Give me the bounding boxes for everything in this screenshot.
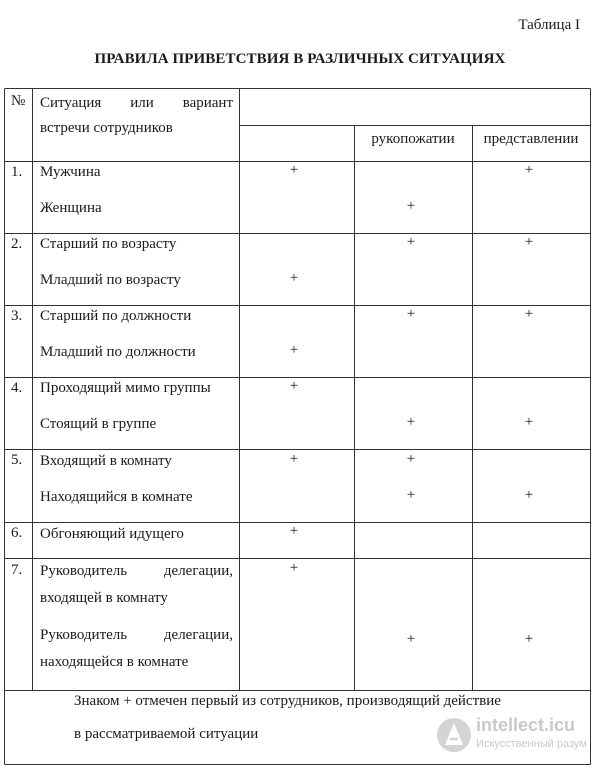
footnote-line2: в рассматриваемой ситуации: [74, 726, 259, 742]
plus-mark: +: [406, 234, 416, 250]
plus-mark: +: [524, 631, 534, 647]
row-7-number: 7.: [11, 562, 23, 578]
plus-mark: +: [524, 414, 534, 430]
row-5-situation-b: Находящийся в комнате: [40, 489, 193, 505]
row-2-number: 2.: [11, 236, 23, 252]
header-number: №: [11, 93, 26, 109]
row-4-situation-a: Проходящий мимо группы: [40, 380, 211, 396]
row-1-situation-b: Женщина: [40, 200, 102, 216]
plus-mark: +: [289, 378, 299, 394]
row-3-number: 3.: [11, 308, 23, 324]
header-situation-line2: встречи сотрудников: [40, 120, 173, 136]
plus-mark: +: [289, 451, 299, 467]
plus-mark: +: [406, 451, 416, 467]
row-3-situation-a: Старший по должности: [40, 308, 192, 324]
watermark-brand: intellect.icu: [476, 715, 576, 735]
row-4-situation-b: Стоящий в группе: [40, 416, 157, 432]
row-7-situation-b-line2: находящейся в комнате: [40, 654, 189, 670]
plus-mark: +: [406, 414, 416, 430]
plus-mark: +: [524, 162, 534, 178]
table-caption: Таблица I: [518, 17, 580, 33]
plus-mark: +: [289, 270, 299, 286]
row-7-situation-b-line1: Руководитель делегации,: [40, 627, 233, 643]
footnote-line1: Знаком + отмечен первый из сотрудников, производящий действие: [74, 693, 501, 709]
row-6-number: 6.: [11, 525, 23, 541]
row-2-situation-b: Младший по возрасту: [40, 272, 181, 288]
row-3-situation-b: Младший по должности: [40, 344, 196, 360]
row-5-number: 5.: [11, 452, 23, 468]
plus-mark: +: [524, 234, 534, 250]
row-7-situation-a-line1: Руководитель делегации,: [40, 563, 233, 579]
row-1-situation-a: Мужчина: [40, 164, 101, 180]
row-7-situation-a-line2: входящей в комнату: [40, 590, 168, 606]
row-5-situation-a: Входящий в комнату: [40, 453, 172, 469]
watermark-logo-icon: [436, 715, 472, 755]
plus-mark: +: [289, 342, 299, 358]
plus-mark: +: [406, 198, 416, 214]
header-introduction: представлении: [483, 131, 579, 147]
plus-mark: +: [406, 631, 416, 647]
plus-mark: +: [406, 487, 416, 503]
header-handshake: рукопожатии: [371, 131, 455, 147]
row-2-situation-a: Старший по возрасту: [40, 236, 177, 252]
plus-mark: +: [289, 560, 299, 576]
plus-mark: +: [524, 306, 534, 322]
row-4-number: 4.: [11, 380, 23, 396]
header-situation-line1: Ситуация или вариант: [40, 95, 233, 111]
plus-mark: +: [524, 487, 534, 503]
row-1-number: 1.: [11, 164, 23, 180]
plus-mark: +: [289, 162, 299, 178]
plus-mark: +: [289, 523, 299, 539]
row-6-situation-a: Обгоняющий идущего: [40, 526, 184, 542]
watermark-tagline: Искусственный разум: [476, 738, 587, 750]
page-title: ПРАВИЛА ПРИВЕТСТВИЯ В РАЗЛИЧНЫХ СИТУАЦИЯХ: [94, 51, 506, 67]
plus-mark: +: [406, 306, 416, 322]
watermark: [436, 713, 592, 757]
